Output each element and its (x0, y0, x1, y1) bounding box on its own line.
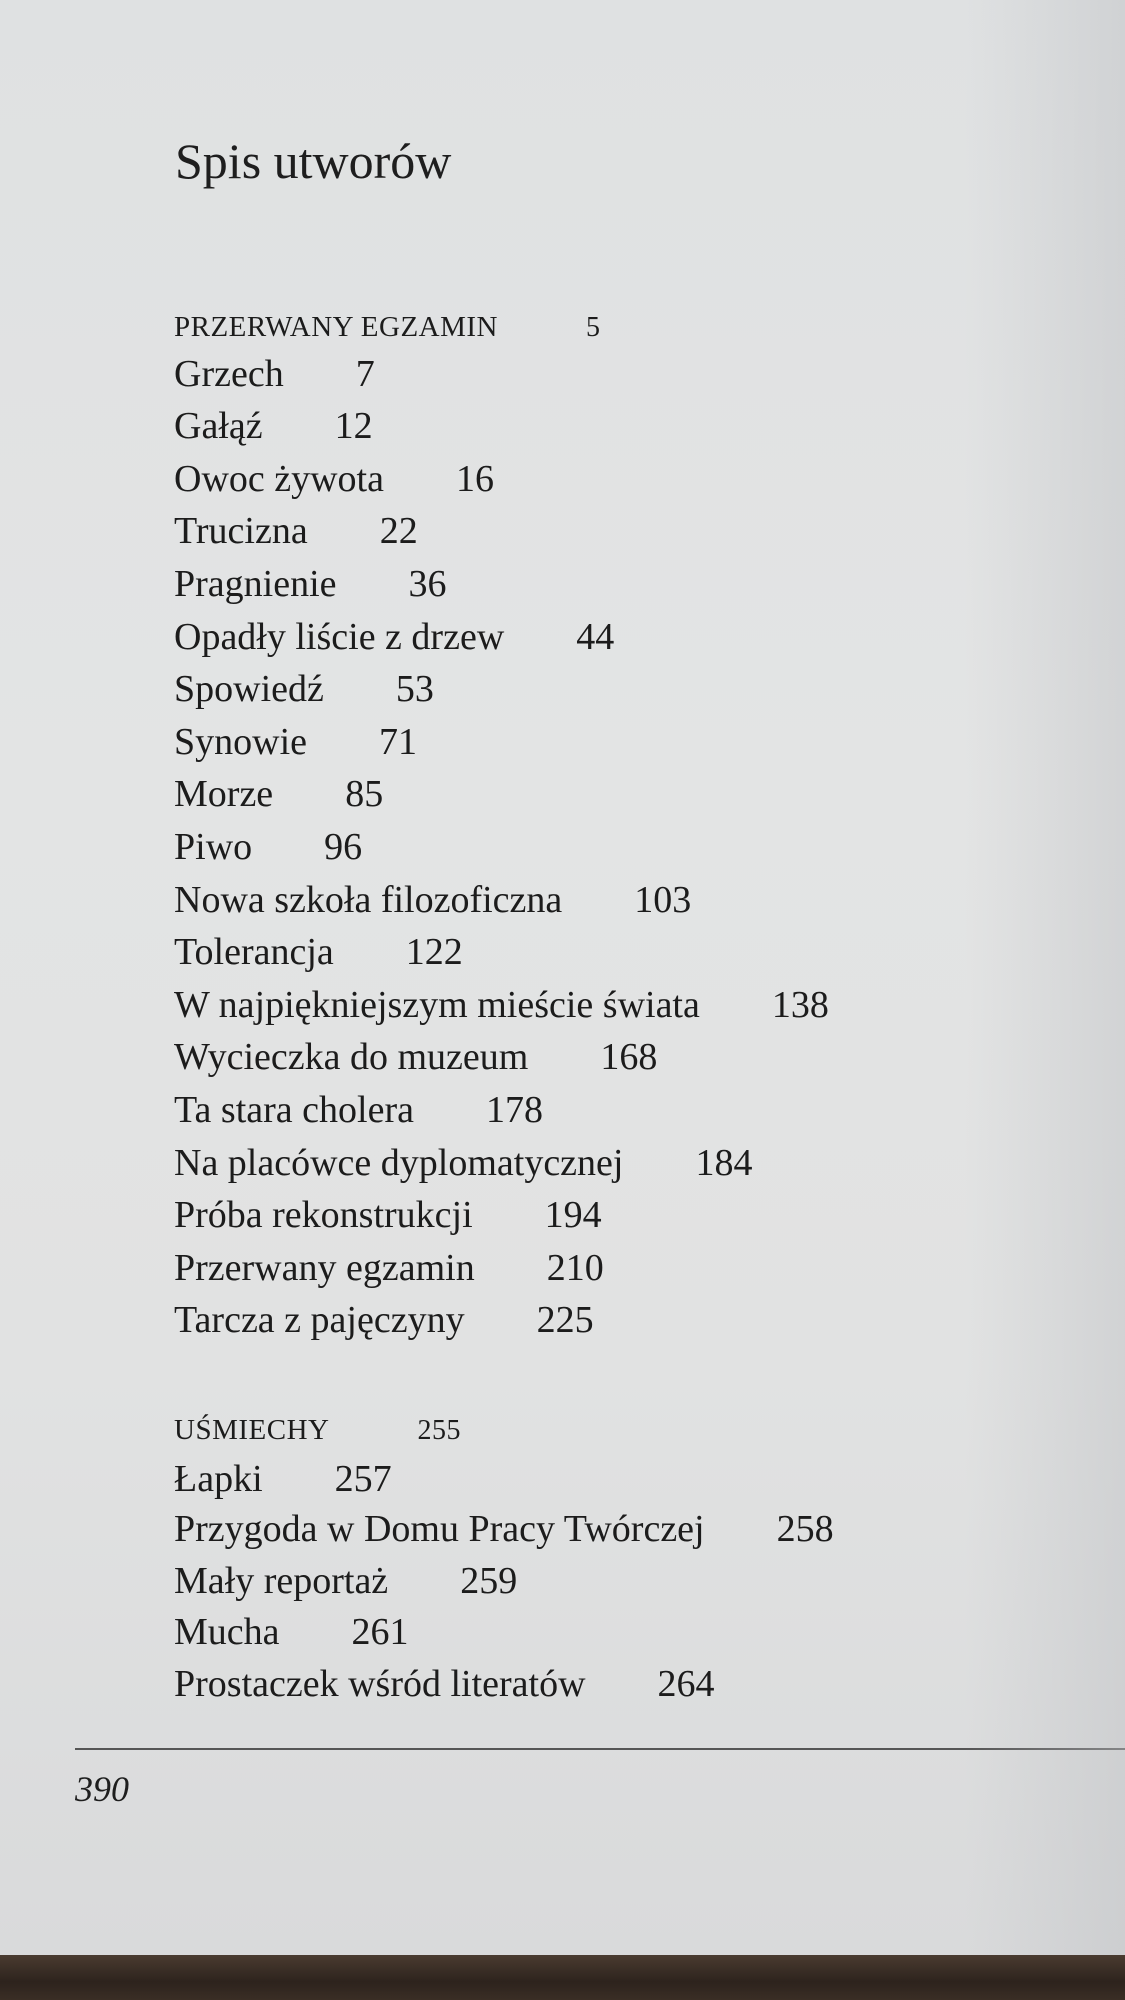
toc-entry-title: Łapki (174, 1458, 263, 1500)
toc-entry (174, 665, 434, 713)
toc-entry-page: 12 (334, 405, 373, 447)
toc-entry-title: Przerwany egzamin (174, 1247, 475, 1289)
toc-entry-title: W najpiękniejszym mieście świata (174, 984, 700, 1026)
toc-entry-page: 258 (776, 1508, 834, 1550)
toc-entry-title: Piwo (174, 826, 253, 868)
toc-entry (174, 1505, 834, 1553)
table-of-contents (174, 0, 1074, 1750)
toc-entry (174, 1608, 409, 1656)
toc-entry (174, 928, 463, 976)
toc-entry-title: Opadły liście z drzew (174, 616, 505, 658)
toc-entry-page: 138 (771, 984, 829, 1026)
toc-entry-title: Spowiedź (174, 668, 324, 710)
toc-entry (174, 613, 614, 661)
toc-entry-page: 264 (657, 1663, 715, 1705)
toc-entry-page: 36 (408, 563, 447, 605)
toc-entry-title: Mucha (174, 1611, 280, 1653)
page-edge-background (0, 1955, 1125, 2000)
toc-entry (174, 560, 447, 608)
toc-entry (174, 1296, 594, 1344)
toc-section-page: 255 (417, 1415, 461, 1446)
toc-entry-page: 16 (455, 458, 494, 500)
toc-entry-page: 210 (546, 1247, 604, 1289)
toc-entry-title: Nowa szkoła filozoficzna (174, 879, 563, 921)
toc-entry-title: Mały reportaż (174, 1560, 389, 1602)
toc-entry (174, 350, 375, 398)
toc-entry-page: 194 (544, 1194, 602, 1236)
toc-section-heading (174, 303, 601, 352)
toc-entry-page: 261 (351, 1611, 409, 1653)
toc-entry-page: 22 (379, 510, 418, 552)
toc-entry (174, 402, 373, 450)
page-title: Spis utworów (175, 133, 452, 189)
toc-entry-title: Owoc żywota (174, 458, 384, 500)
toc-entry-page: 71 (379, 721, 417, 763)
toc-section-title: UŚMIECHY (174, 1414, 330, 1446)
toc-entry-page: 184 (695, 1142, 753, 1184)
toc-entry-page: 103 (634, 879, 692, 921)
toc-entry-page: 168 (600, 1036, 658, 1078)
toc-entry (174, 770, 383, 818)
toc-entry-title: Na placówce dyplomatycznej (174, 1142, 624, 1184)
toc-entry (174, 1244, 604, 1292)
toc-entry-title: Morze (174, 773, 274, 815)
toc-entry-title: Pragnienie (174, 563, 337, 605)
toc-entry-page: 178 (485, 1089, 543, 1131)
toc-entry-page: 122 (405, 931, 463, 973)
toc-entry-page: 225 (536, 1299, 594, 1341)
toc-entry-page: 44 (576, 616, 615, 658)
toc-entry (174, 1455, 392, 1503)
toc-entry (174, 981, 829, 1029)
toc-entry (174, 1033, 657, 1081)
toc-entry (174, 1557, 517, 1605)
toc-entry (174, 1660, 715, 1708)
toc-entry-page: 85 (345, 773, 384, 815)
toc-entry (174, 876, 691, 924)
toc-section-title: PRZERWANY EGZAMIN (174, 311, 499, 343)
toc-entry-title: Prostaczek wśród literatów (174, 1663, 586, 1705)
toc-entry (174, 1191, 602, 1239)
toc-entry-page: 257 (334, 1458, 392, 1500)
toc-entry-title: Przygoda w Domu Pracy Twórczej (174, 1508, 705, 1550)
toc-entry (174, 718, 417, 766)
toc-entry-title: Tolerancja (174, 931, 334, 973)
toc-entry (174, 455, 494, 503)
toc-entry-title: Ta stara cholera (174, 1089, 414, 1131)
toc-entry-page: 96 (324, 826, 363, 868)
footer-rule (75, 1748, 1125, 1750)
toc-entry (174, 823, 362, 871)
toc-entry-title: Grzech (174, 353, 284, 395)
page-number: 390 (75, 1769, 129, 1809)
toc-entry-title: Gałąź (174, 405, 263, 447)
toc-entry (174, 507, 418, 555)
toc-entry-title: Synowie (174, 721, 307, 763)
toc-entry-page: 53 (395, 668, 434, 710)
toc-entry-title: Próba rekonstrukcji (174, 1194, 473, 1236)
toc-entry-title: Tarcza z pajęczyny (174, 1299, 465, 1341)
toc-entry-title: Trucizna (174, 510, 308, 552)
toc-entry (174, 1086, 543, 1134)
toc-entry-title: Wycieczka do muzeum (174, 1036, 529, 1078)
toc-entry (174, 1139, 752, 1187)
toc-entry-page: 7 (355, 353, 375, 395)
toc-section-page: 5 (586, 312, 601, 343)
toc-entry-page: 259 (460, 1560, 518, 1602)
toc-section-heading (174, 1406, 461, 1455)
